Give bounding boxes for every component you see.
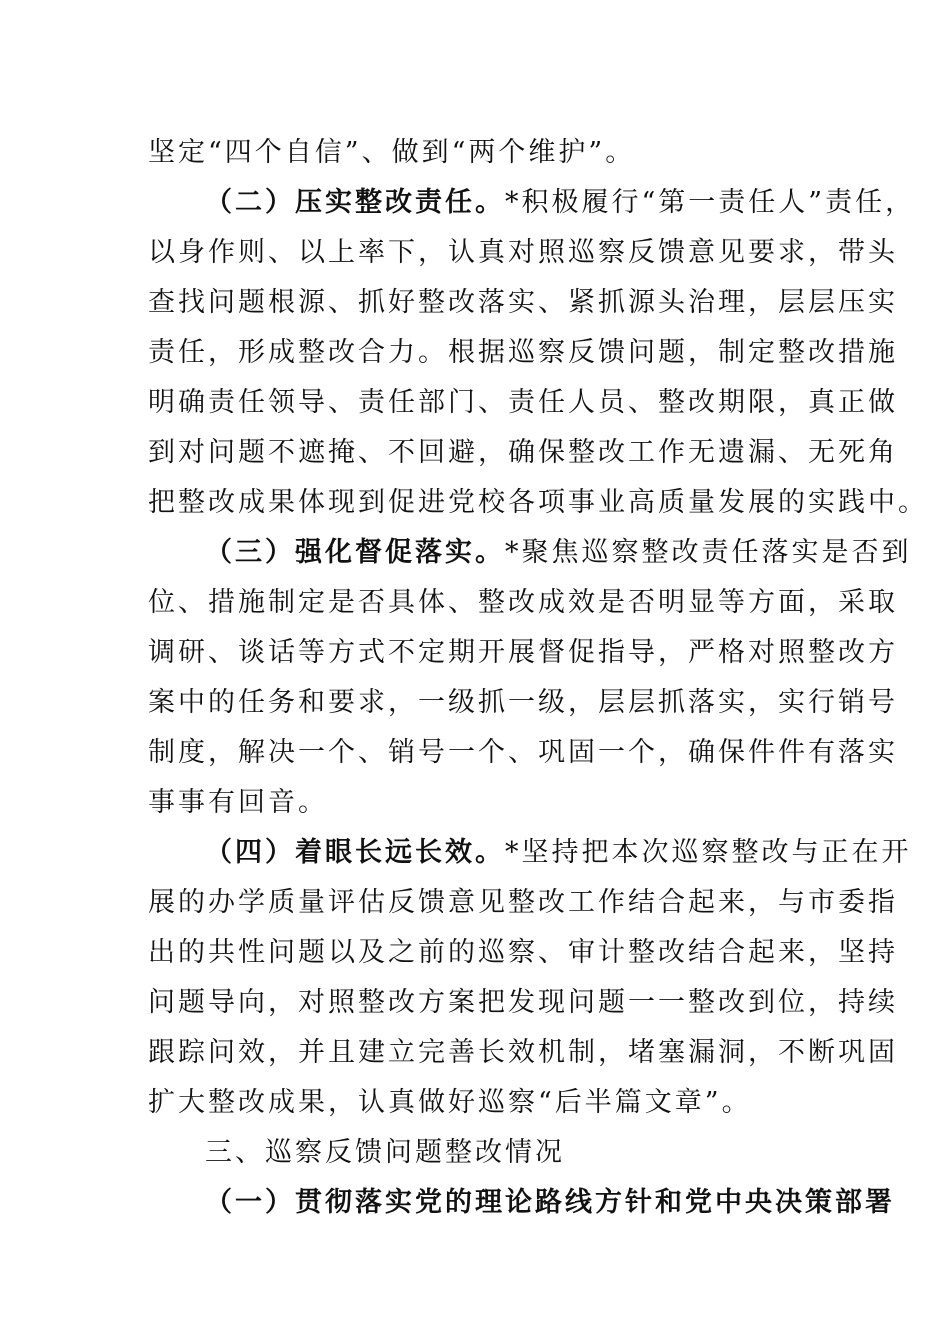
paragraph-line: 出的共性问题以及之前的巡察、审计整改结合起来，坚持 xyxy=(148,937,898,968)
paragraph-line: 位、措施制定是否具体、整改成效是否明显等方面，采取 xyxy=(148,587,898,618)
paragraph-line: 制度，解决一个、销号一个、巩固一个，确保件件有落实 xyxy=(148,737,898,768)
paragraph-line: 到对问题不遮掩、不回避，确保整改工作无遗漏、无死角 xyxy=(148,437,898,468)
section-line xyxy=(205,178,916,228)
paragraph-line: 案中的任务和要求，一级抓一级，层层抓落实，实行销号 xyxy=(148,687,898,718)
section-line xyxy=(205,528,912,578)
paragraph-line: 以身作则、以上率下，认真对照巡察反馈意见要求，带头 xyxy=(148,237,898,268)
paragraph-text: *坚持把本次巡察整改与正在开 xyxy=(505,837,912,868)
paragraph-line: 把整改成果体现到促进党校各项事业高质量发展的实践中。 xyxy=(148,487,928,518)
paragraph-line: 扩大整改成果，认真做好巡察“后半篇文章”。 xyxy=(148,1087,752,1118)
paragraph-line: 跟踪问效，并且建立完善长效机制，堵塞漏洞，不断巩固 xyxy=(148,1037,898,1068)
paragraph-line: 责任，形成整改合力。根据巡察反馈问题，制定整改措施 xyxy=(148,337,898,368)
paragraph-line: 明确责任领导、责任部门、责任人员、整改期限，真正做 xyxy=(148,387,898,418)
paragraph-line: 坚定“四个自信”、做到“两个维护”。 xyxy=(148,137,636,168)
paragraph-line: 调研、谈话等方式不定期开展督促指导，严格对照整改方 xyxy=(148,637,898,668)
subheading: （一）贯彻落实党的理论路线方针和党中央决策部署 xyxy=(205,1187,895,1218)
paragraph-text: *聚焦巡察整改责任落实是否到 xyxy=(505,537,912,568)
subheading: （二）压实整改责任。 xyxy=(205,187,505,218)
subheading: （四）着眼长远长效。 xyxy=(205,837,505,868)
paragraph-line: 查找问题根源、抓好整改落实、紧抓源头治理，层层压实 xyxy=(148,287,898,318)
subheading: （三）强化督促落实。 xyxy=(205,537,505,568)
paragraph-line: 事事有回音。 xyxy=(148,787,328,818)
paragraph-line: 展的办学质量评估反馈意见整改工作结合起来，与市委指 xyxy=(148,887,898,918)
section-line xyxy=(205,828,912,878)
paragraph-line: 问题导向，对照整改方案把发现问题一一整改到位，持续 xyxy=(148,987,898,1018)
paragraph-text: *积极履行“第一责任人”责任， xyxy=(505,187,916,218)
section-heading: 三、巡察反馈问题整改情况 xyxy=(205,1137,565,1168)
